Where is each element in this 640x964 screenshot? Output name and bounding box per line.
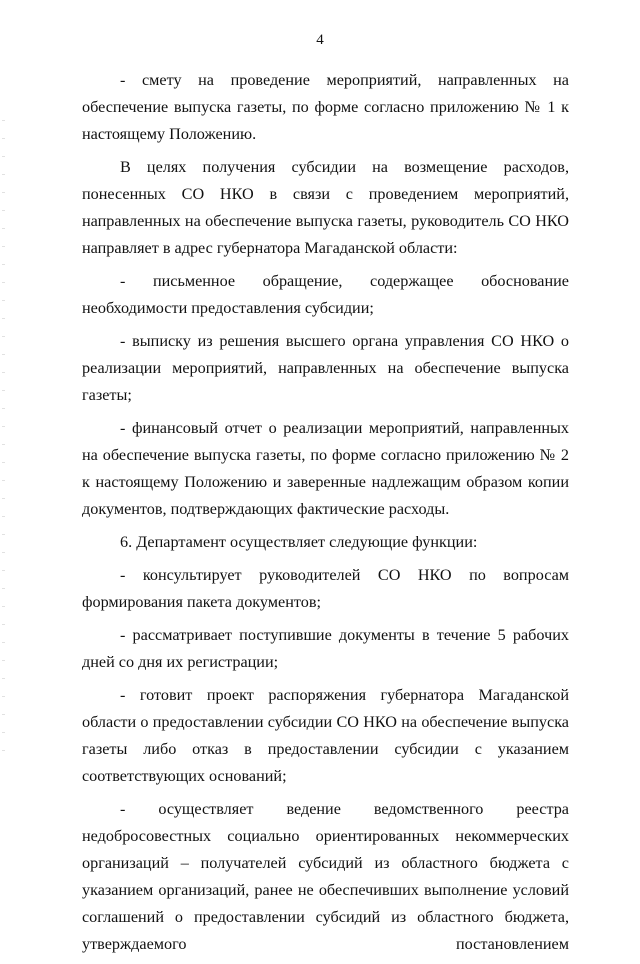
- paragraph-decision-extract: - выписку из решения высшего органа управления СО НКО о реализации мероприятий, направленных на обеспечение выпуска газеты;: [82, 332, 569, 404]
- page-number: 4: [316, 32, 324, 48]
- document-body: [82, 67, 569, 964]
- paragraph-prepares-order: - готовит проект распоряжения губернатора Магаданской области о предоставлении субсидии СО НКО на обеспечение выпуска газеты либо отказ в предоставлении субсидии с указанием соответствующих оснований;: [82, 686, 569, 785]
- paragraph-department-functions: 6. Департамент осуществляет следующие функции:: [120, 533, 478, 551]
- paragraph-financial-report: - финансовый отчет о реализации мероприятий, направленных на обеспечение выпуска газеты, по форме согласно приложению № 2 к настоящему Положению и заверенные надлежащим образом копии документов, подтверждающих фактические расходы.: [82, 419, 569, 518]
- scan-edge-marks: [2, 120, 5, 760]
- paragraph-registry: - осуществляет ведение ведомственного реестра недобросовестных социально ориентированных некоммерческих организаций – получателей субсидий из областного бюджета с указанием организаций, ранее не обеспечивших выполнение условий соглашений о предоставлении субсидий из областного бюджета, утверждаемого постановлением: [82, 800, 569, 953]
- paragraph-consults: - консультирует руководителей СО НКО по вопросам формирования пакета документов;: [82, 566, 569, 611]
- paragraph-estimate: - смету на проведение мероприятий, направленных на обеспечение выпуска газеты, по форме согласно приложению № 1 к настоящему Положению.: [82, 71, 569, 143]
- paragraph-subsidy-intro: В целях получения субсидии на возмещение расходов, понесенных СО НКО в связи с проведением мероприятий, направленных на обеспечение выпуска газеты, руководитель СО НКО направляет в адрес губернатора Магаданской области:: [82, 158, 569, 257]
- paragraph-written-appeal: - письменное обращение, содержащее обоснование необходимости предоставления субсидии;: [82, 272, 569, 317]
- paragraph-reviews: - рассматривает поступившие документы в течение 5 рабочих дней со дня их регистрации;: [82, 626, 569, 671]
